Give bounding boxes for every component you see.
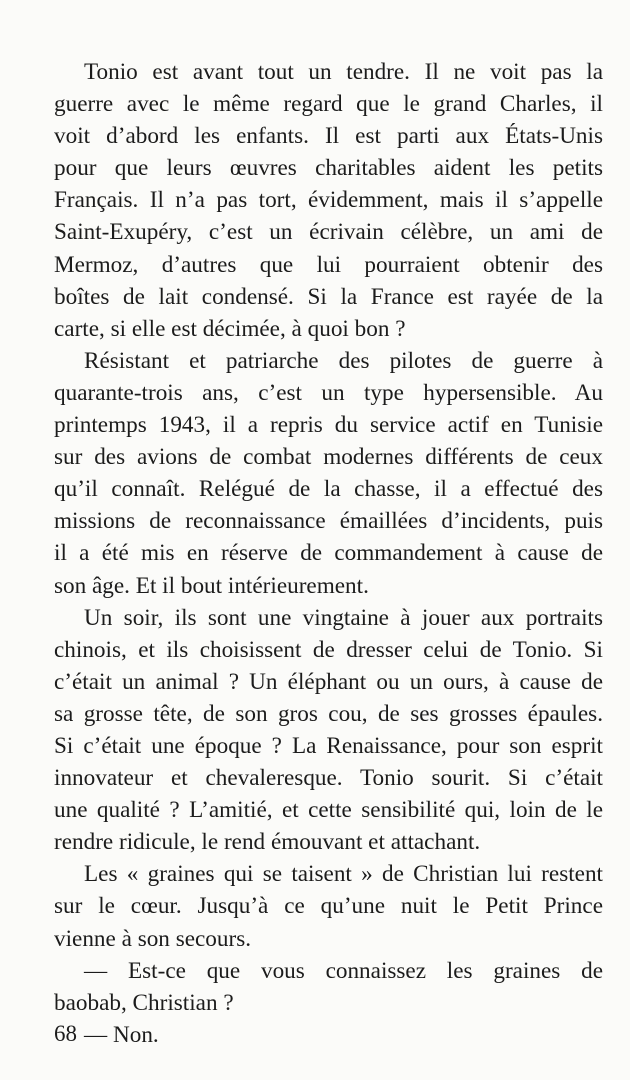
dialogue-question — [54, 955, 603, 1019]
text-line: carte, si elle est décimée, à quoi bon ? — [54, 315, 406, 342]
text-line: Résistant et patriarche des pilotes de guerre à — [84, 347, 603, 374]
text-line: pour que leurs œuvres charitables aident les petits — [54, 155, 603, 182]
text-line: innovateur et chevaleresque. Tonio sourit. Si c’était — [54, 765, 603, 792]
text-line: sur le cœur. Jusqu’à ce qu’une nuit le Petit Prince — [54, 893, 603, 920]
text-line: printemps 1943, il a repris du service actif en Tunisie — [54, 412, 603, 439]
text-line: Mermoz, d’autres que lui pourraient obtenir des — [54, 251, 603, 278]
paragraph-3 — [54, 602, 603, 859]
text-line: son âge. Et il bout intérieurement. — [54, 572, 369, 599]
text-line: Français. Il n’a pas tort, évidemment, mais il s’appelle — [54, 187, 603, 214]
page-number: 68 — [54, 1021, 77, 1046]
text-line: guerre avec le même regard que le grand Charles, il — [54, 91, 603, 118]
text-line: chinois, et ils choisissent de dresser celui de Tonio. Si — [54, 636, 603, 663]
paragraph-1 — [54, 56, 603, 345]
text-line: Un soir, ils sont une vingtaine à jouer aux portraits — [84, 604, 603, 631]
text-line: Saint-Exupéry, c’est un écrivain célèbre, un ami de — [54, 219, 603, 246]
paragraph-2 — [54, 345, 603, 602]
text-line: — Est-ce que vous connaissez les graines de — [84, 957, 603, 984]
text-line: missions de reconnaissance émaillées d’incidents, puis — [54, 508, 603, 535]
dialogue-answer — [54, 1019, 603, 1051]
text-line: voit d’abord les enfants. Il est parti aux États-Unis — [54, 123, 603, 150]
text-line: une qualité ? L’amitié, et cette sensibilité qui, loin de le — [54, 797, 603, 824]
text-line: baobab, Christian ? — [54, 989, 234, 1016]
text-line: sa grosse tête, de son gros cou, de ses grosses épaules. — [54, 700, 603, 727]
text-line: qu’il connaît. Relégué de la chasse, il a effectué des — [54, 476, 603, 503]
text-line: c’était un animal ? Un éléphant ou un ours, à cause de — [54, 668, 603, 695]
paragraph-4 — [54, 858, 603, 954]
text-line: — Non. — [84, 1021, 159, 1048]
text-line: Si c’était une époque ? La Renaissance, pour son esprit — [54, 732, 603, 759]
text-line: boîtes de lait condensé. Si la France est rayée de la — [54, 283, 603, 310]
text-line: Les « graines qui se taisent » de Christian lui restent — [84, 861, 603, 888]
body-text — [54, 56, 603, 1051]
text-line: il a été mis en réserve de commandement à cause de — [54, 540, 603, 567]
text-line: rendre ridicule, le rend émouvant et attachant. — [54, 829, 481, 856]
text-line: quarante-trois ans, c’est un type hypersensible. Au — [54, 379, 603, 406]
text-line: Tonio est avant tout un tendre. Il ne voit pas la — [84, 59, 603, 85]
text-line: vienne à son secours. — [54, 925, 252, 952]
text-line: sur des avions de combat modernes différents de ceux — [54, 444, 603, 471]
